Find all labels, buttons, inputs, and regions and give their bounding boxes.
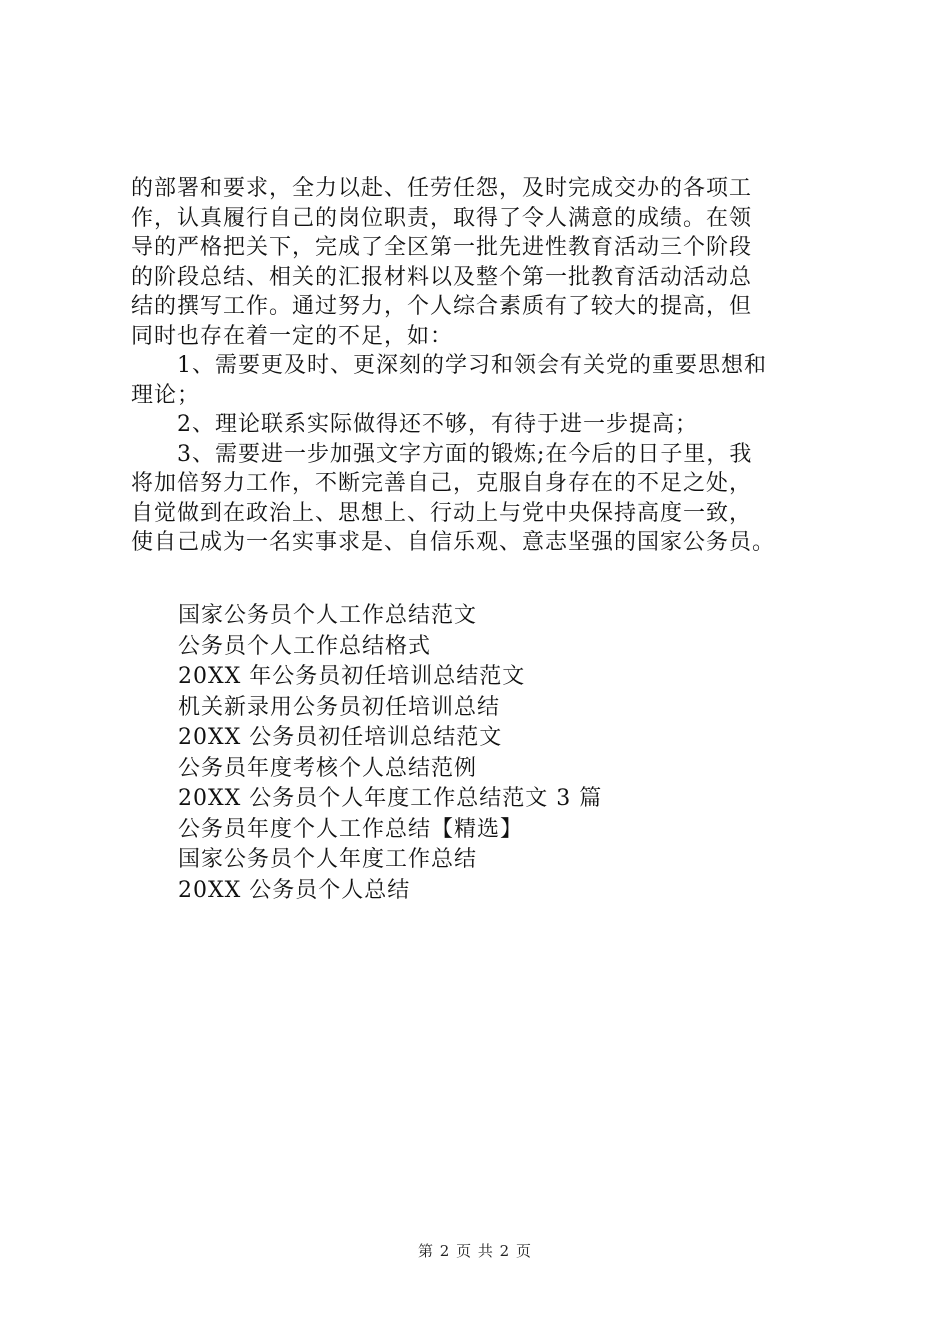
item-3-line-3: 自觉做到在政治上、思想上、行动上与党中央保持高度一致， <box>131 500 753 526</box>
related-link[interactable]: 20XX 公务员个人年度工作总结范文 3 篇 <box>178 786 603 811</box>
related-links-list <box>178 601 818 906</box>
item-2-line-1: 2、理论联系实际做得还不够，有待于进一步提高； <box>177 412 698 437</box>
body-text <box>131 174 831 558</box>
body-line-1: 的部署和要求，全力以赴、任劳任怨，及时完成交办的各项工 <box>131 176 753 201</box>
body-line-6: 同时也存在着一定的不足，如： <box>131 323 454 349</box>
related-link[interactable]: 20XX 公务员初任培训总结范文 <box>178 725 503 750</box>
item-3-line-4: 使自己成为一名实事求是、自信乐观、意志坚强的国家公务员。 <box>131 530 776 555</box>
body-line-2: 作，认真履行自己的岗位职责，取得了令人满意的成绩。在领 <box>131 205 753 231</box>
item-3-line-1: 3、需要进一步加强文字方面的锻炼;在今后的日子里，我 <box>177 441 753 467</box>
item-1-line-1: 1、需要更及时、更深刻的学习和领会有关党的重要思想和 <box>177 353 767 378</box>
related-link[interactable]: 20XX 公务员个人总结 <box>178 877 411 903</box>
item-3-line-2: 将加倍努力工作，不断完善自己，克服自身存在的不足之处， <box>131 471 753 496</box>
body-line-4: 的阶段总结、相关的汇报材料以及整个第一批教育活动活动总 <box>131 264 753 290</box>
related-link[interactable]: 公务员个人工作总结格式 <box>178 633 432 659</box>
body-line-5: 结的撰写工作。通过努力，个人综合素质有了较大的提高，但 <box>131 294 753 319</box>
related-link[interactable]: 国家公务员个人年度工作总结 <box>178 847 478 872</box>
body-line-3: 导的严格把关下，完成了全区第一批先进性教育活动三个阶段 <box>131 235 753 260</box>
related-link[interactable]: 公务员年度个人工作总结【精选】 <box>178 816 524 842</box>
related-link[interactable]: 公务员年度考核个人总结范例 <box>178 755 478 781</box>
page-footer: 第 2 页 共 2 页 <box>418 1242 532 1260</box>
related-link[interactable]: 20XX 年公务员初任培训总结范文 <box>178 664 526 689</box>
item-1-line-2: 理论； <box>131 382 201 408</box>
related-link[interactable]: 国家公务员个人工作总结范文 <box>178 603 478 628</box>
related-link[interactable]: 机关新录用公务员初任培训总结 <box>178 694 501 720</box>
